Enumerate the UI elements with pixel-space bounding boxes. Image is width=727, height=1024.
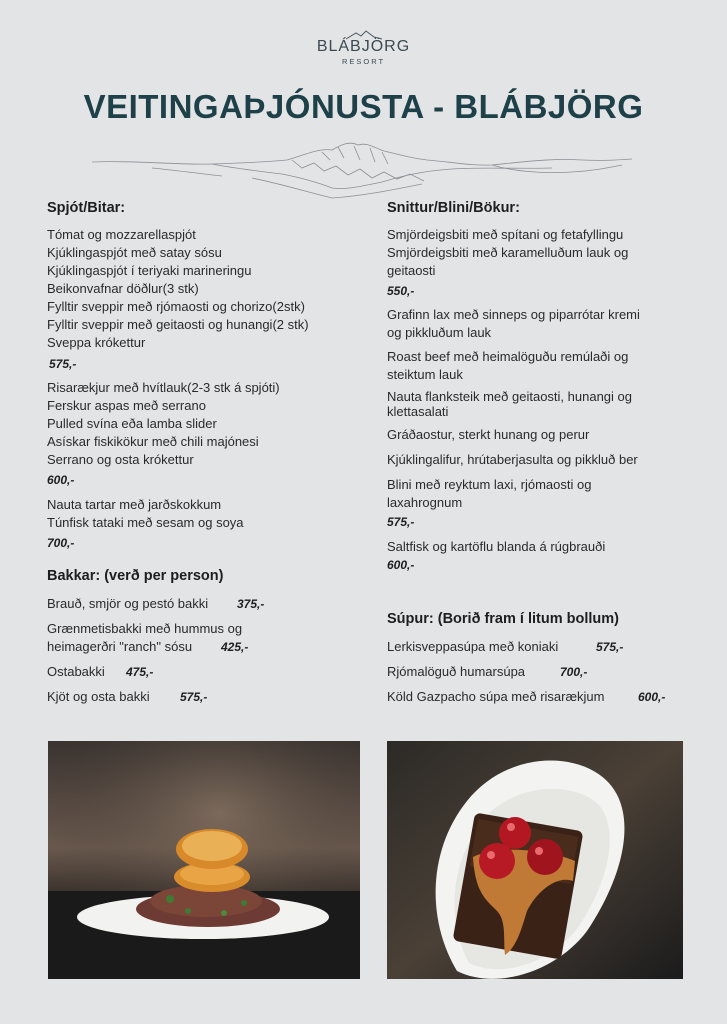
menu-item: Smjördeigsbiti með karamelluðum lauk og: [387, 245, 629, 260]
tartare-photo: [48, 741, 360, 979]
menu-item: geitaosti: [387, 263, 436, 278]
menu-item: Asískar fiskikökur með chili majónesi: [47, 434, 259, 449]
price: 575,-: [387, 515, 415, 529]
price: 575,-: [596, 640, 624, 654]
menu-item: laxahrognum: [387, 495, 463, 510]
mountain-illustration: [92, 138, 632, 204]
menu-item: Fylltir sveppir með rjómaosti og chorizo(2stk): [47, 299, 305, 314]
menu-item: Sveppa krókettur: [47, 335, 146, 350]
section-heading-snittur: Snittur/Blini/Bökur:: [387, 200, 520, 216]
brand-name: BLÁBJÖRG: [316, 38, 411, 55]
menu-item: Gráðaostur, sterkt hunang og perur: [387, 427, 590, 442]
menu-item: Kjöt og osta bakki: [47, 689, 150, 704]
menu-item: Brauð, smjör og pestó bakki: [47, 596, 209, 611]
menu-item: Pulled svína eða lamba slider: [47, 416, 217, 431]
price: 700,-: [47, 536, 75, 550]
menu-item: klettasalati: [387, 404, 449, 419]
menu-item: Kjúklingaspjót með satay sósu: [47, 245, 222, 260]
menu-item: Roast beef með heimalöguðu remúlaði og: [387, 349, 629, 364]
menu-item: heimagerðri "ranch" sósu: [47, 639, 193, 654]
price: 550,-: [387, 284, 415, 298]
menu-item: Lerkisveppasúpa með koniaki: [387, 639, 559, 654]
menu-item: og pikkluðum lauk: [387, 325, 492, 340]
price: 425,-: [221, 640, 249, 654]
section-heading-spjot: Spjót/Bitar:: [47, 200, 126, 216]
price: 575,-: [49, 357, 77, 371]
menu-item: Nauta flanksteik með geitaosti, hunangi og: [387, 389, 632, 404]
menu-item: Ferskur aspas með serrano: [47, 398, 206, 413]
price: 600,-: [638, 690, 666, 704]
section-heading-bakkar: Bakkar: (verð per person): [47, 568, 224, 584]
menu-item: Köld Gazpacho súpa með risarækjum: [387, 689, 605, 704]
menu-item: Grafinn lax með sinneps og piparrótar kremi: [387, 307, 640, 322]
menu-item: Smjördeigsbiti með spítani og fetafyllingu: [387, 227, 624, 242]
dessert-photo: [387, 741, 683, 979]
section-heading-supur: Súpur: (Borið fram í litum bollum): [387, 611, 619, 627]
menu-item: Grænmetisbakki með hummus og: [47, 621, 243, 636]
menu-item: Fylltir sveppir með geitaosti og hunangi(2 stk): [47, 317, 309, 332]
page-title: VEITINGAÞJÓNUSTA - BLÁBJÖRG: [83, 88, 644, 125]
price: 600,-: [47, 473, 75, 487]
price: 575,-: [180, 690, 208, 704]
menu-item: Blini með reyktum laxi, rjómaosti og: [387, 477, 592, 492]
menu-item: Kjúklingalifur, hrútaberjasulta og pikkluð ber: [387, 452, 638, 467]
menu-item: Rjómalöguð humarsúpa: [387, 664, 526, 679]
brand-logo: [0, 30, 727, 66]
price: 475,-: [126, 665, 154, 679]
price: 700,-: [560, 665, 588, 679]
menu-item: Risarækjur með hvítlauk(2-3 stk á spjóti): [47, 380, 280, 395]
menu-item: Ostabakki: [47, 664, 105, 679]
menu-item: steiktum lauk: [387, 367, 463, 382]
menu-item: Kjúklingaspjót í teriyaki marineringu: [47, 263, 252, 278]
menu-item: Beikonvafnar döðlur(3 stk): [47, 281, 199, 296]
price: 600,-: [387, 558, 415, 572]
menu-item: Serrano og osta krókettur: [47, 452, 194, 467]
menu-item: Túnfisk tataki með sesam og soya: [47, 515, 244, 530]
menu-item: Nauta tartar með jarðskokkum: [47, 497, 222, 512]
brand-sub: RESORT: [341, 57, 386, 66]
menu-item: Tómat og mozzarellaspjót: [47, 227, 196, 242]
price: 375,-: [237, 597, 265, 611]
menu-item: Saltfisk og kartöflu blanda á rúgbrauði: [387, 539, 606, 554]
